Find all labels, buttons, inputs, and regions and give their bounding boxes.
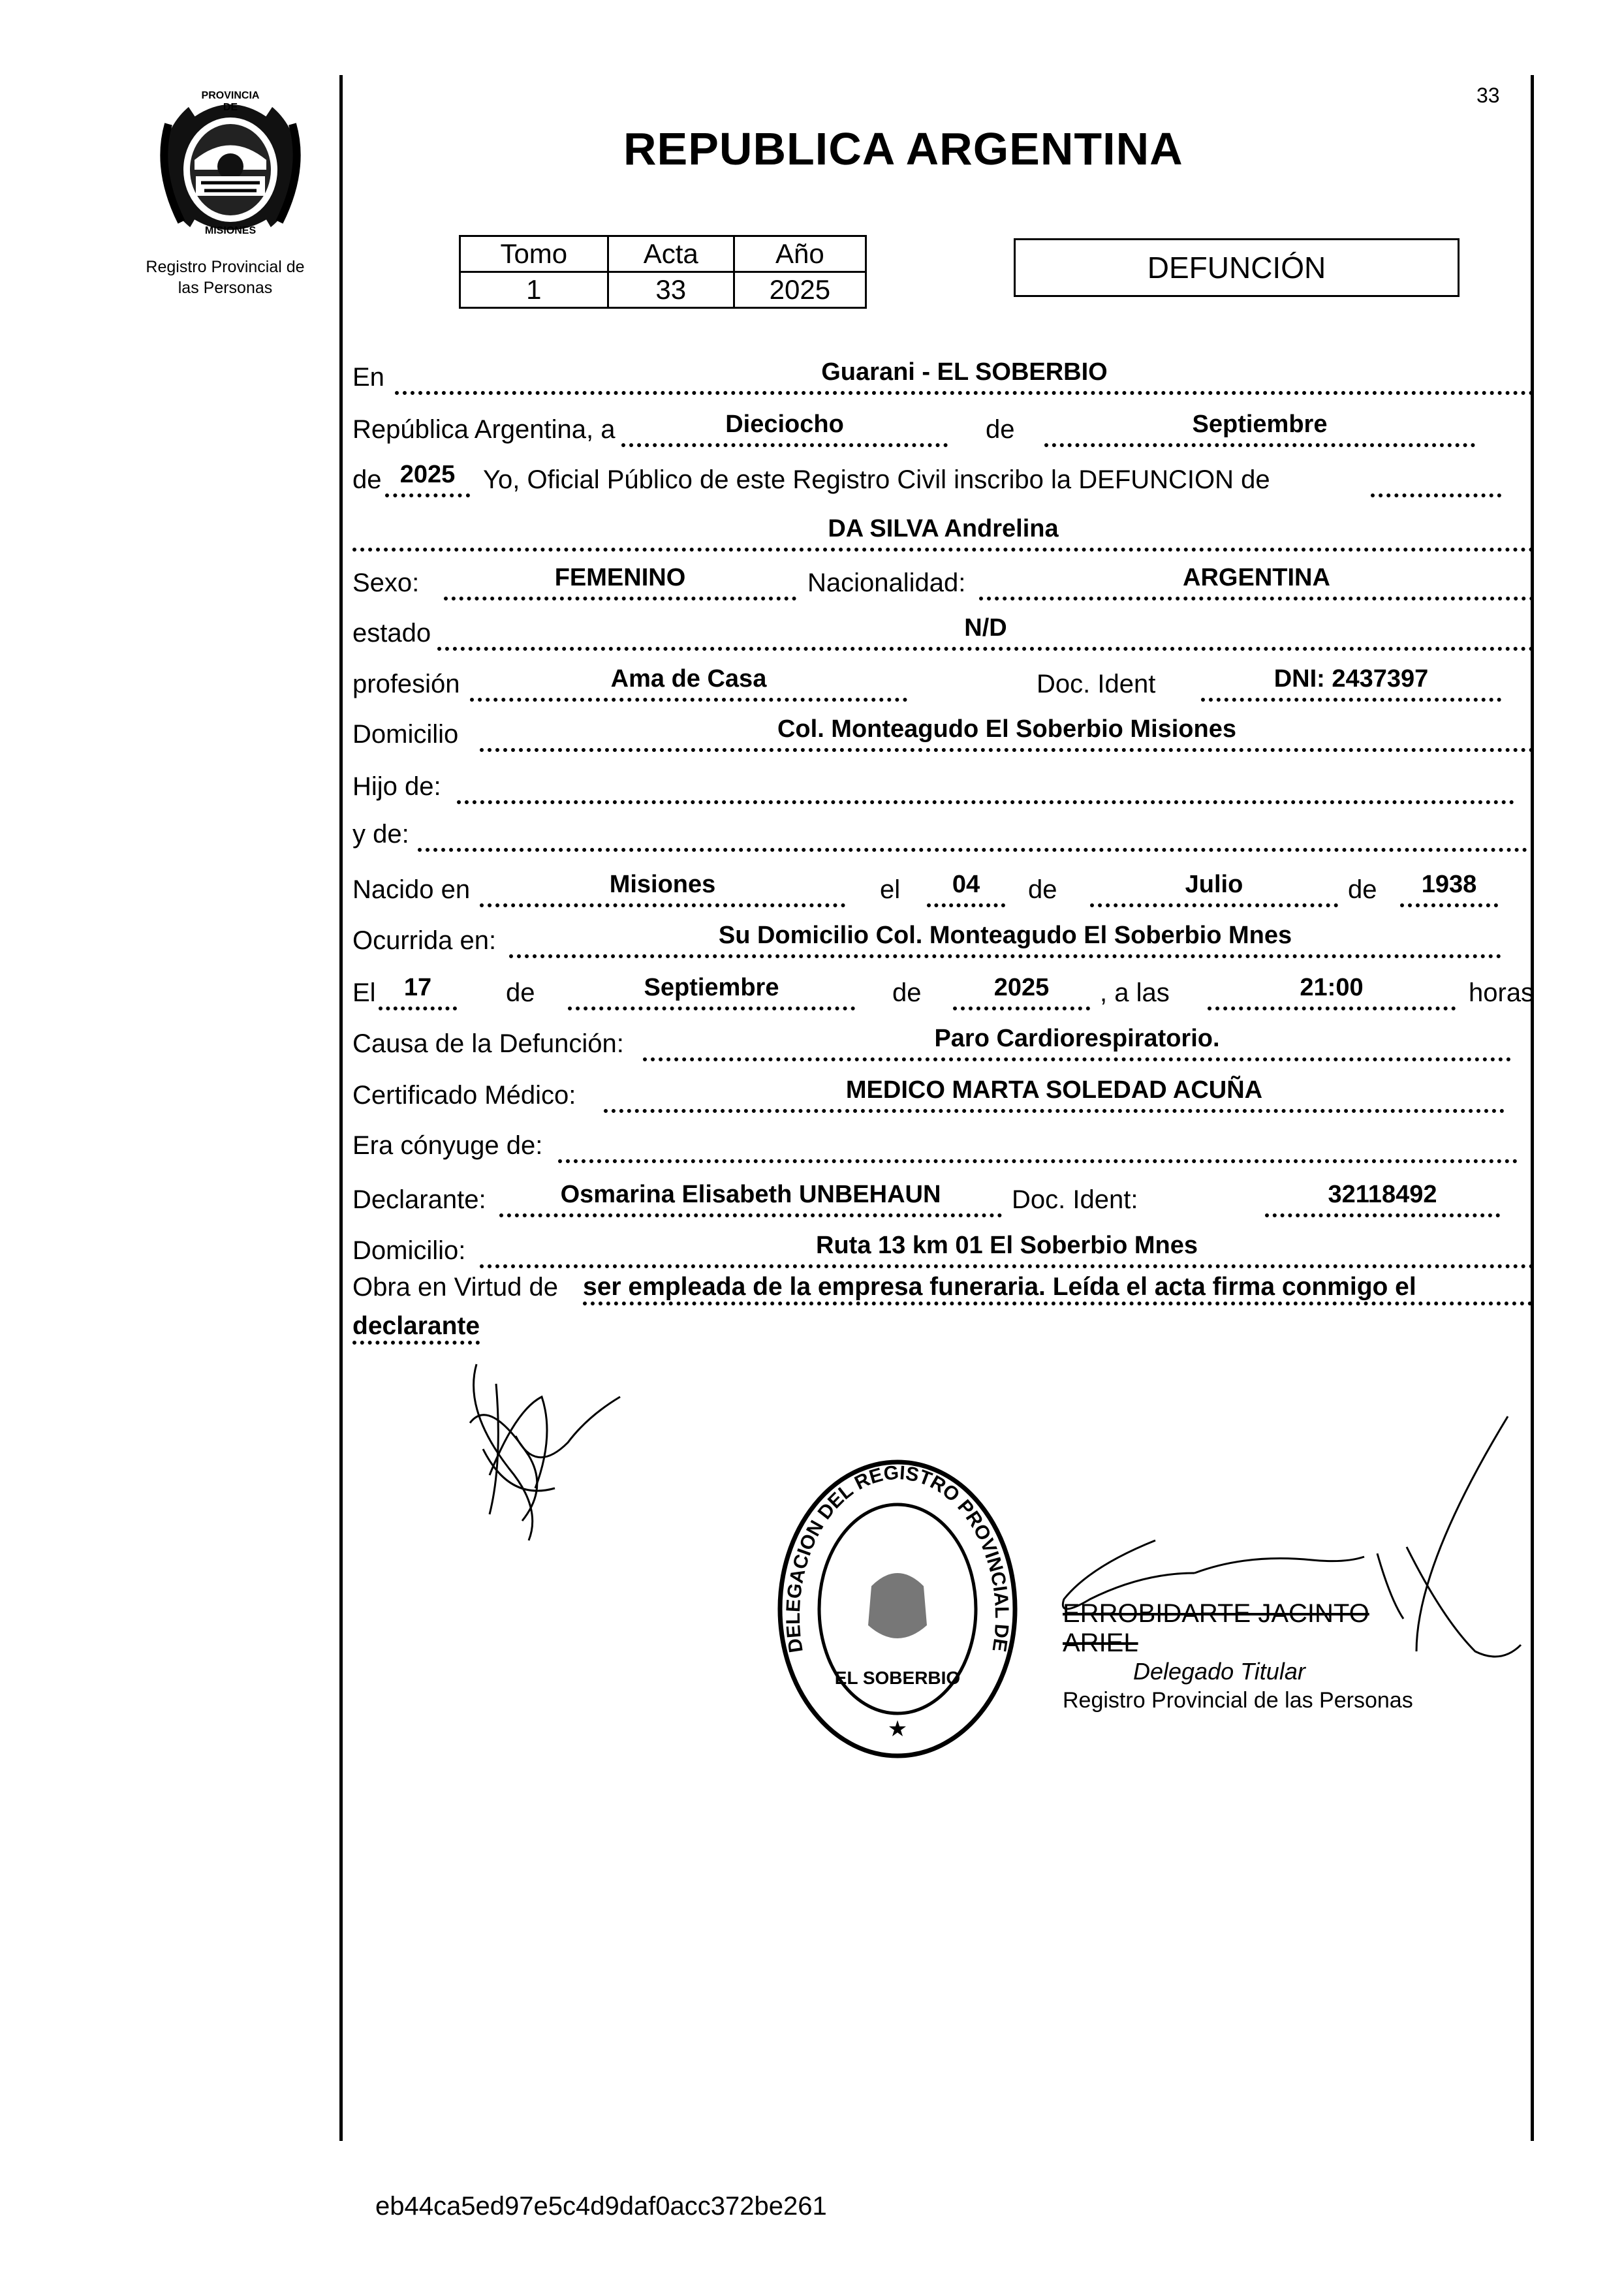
declarant-signature — [450, 1358, 633, 1547]
de-label-4: de — [1348, 875, 1377, 904]
nacido-mes-field: Julio — [1090, 866, 1338, 907]
ocurrida-label: Ocurrida en: — [352, 926, 497, 955]
record-type-box — [1014, 238, 1460, 297]
doc-ident-label: Doc. Ident — [1037, 670, 1156, 698]
stamp-inner-text: EL SOBERBIO — [834, 1668, 961, 1688]
logo-text-bottom: MISIONES — [204, 225, 257, 236]
stamp-outer-text: DELEGACION DEL REGISTRO PROVINCIAL DE — [782, 1461, 1013, 1655]
statement-trailing-field — [1371, 456, 1501, 497]
registry-label-line2: las Personas — [178, 279, 273, 297]
row-declarante — [352, 1178, 1534, 1224]
row-fecha-defuncion — [352, 971, 1534, 1017]
signature-block — [1063, 1599, 1428, 1713]
day-field: Dieciocho — [621, 405, 948, 447]
row-estado — [352, 612, 1534, 657]
profesion-field: Ama de Casa — [470, 660, 907, 702]
record-table-value-tomo: 1 — [460, 272, 608, 308]
y-de-label: y de: — [352, 820, 409, 849]
officer-name: ERROBIDARTE JACINTO ARIEL — [1063, 1599, 1369, 1657]
a-las-label: , a las — [1100, 978, 1170, 1007]
row-ocurrida — [352, 919, 1534, 965]
deceased-name-field: DA SILVA Andrelina — [352, 510, 1534, 552]
profesion-label: profesión — [352, 670, 460, 698]
declarante-label: Declarante: — [352, 1185, 486, 1214]
de-label-1: de — [986, 415, 1015, 444]
document-hash: eb44ca5ed97e5c4d9daf0acc372be261 — [375, 2192, 827, 2221]
de-label-6: de — [892, 978, 922, 1007]
domicilio-label: Domicilio — [352, 720, 459, 749]
record-table — [459, 235, 867, 309]
obra-value-line1: ser empleada de la empresa funeraria. Leída el acta firma conmigo el — [583, 1273, 1533, 1305]
en-label: En — [352, 363, 384, 392]
official-stamp — [773, 1456, 1022, 1762]
estado-field: N/D — [437, 609, 1534, 651]
muerte-hora-field: 21:00 — [1208, 969, 1456, 1010]
logo-text-top: PROVINCIA DE — [201, 90, 260, 113]
row-hijo-de — [352, 765, 1534, 811]
record-table-value-acta: 33 — [608, 272, 734, 308]
causa-label: Causa de la Defunción: — [352, 1029, 624, 1058]
page-number: 33 — [1476, 84, 1500, 107]
obra-label: Obra en Virtud de — [352, 1273, 559, 1302]
record-table-value-row — [460, 272, 866, 308]
record-table-header-row — [460, 236, 866, 272]
sexo-field: FEMENINO — [444, 559, 796, 601]
svg-text:★: ★ — [887, 1717, 908, 1741]
conyuge-label: Era cónyuge de: — [352, 1131, 543, 1160]
nacido-anio-field: 1938 — [1400, 866, 1498, 907]
estado-label: estado — [352, 619, 431, 648]
officer-office: Registro Provincial de las Personas — [1063, 1688, 1413, 1713]
row-certificado — [352, 1074, 1534, 1119]
record-table-header-acta: Acta — [608, 236, 734, 272]
de-label-3: de — [1028, 875, 1057, 904]
doc-ident2-label: Doc. Ident: — [1012, 1185, 1138, 1214]
row-deceased-name — [352, 512, 1534, 558]
registry-label-line1: Registro Provincial de — [146, 258, 305, 276]
sexo-label: Sexo: — [352, 569, 420, 597]
obra-value-line2: declarante — [352, 1312, 480, 1345]
row-conyuge — [352, 1124, 1534, 1170]
officer-role: Delegado Titular — [1133, 1658, 1305, 1685]
misiones-coat-of-arms-logo — [155, 85, 305, 248]
page-title: REPUBLICA ARGENTINA — [623, 123, 1183, 174]
year-field: 2025 — [385, 456, 470, 497]
record-table-value-anio: 2025 — [734, 272, 866, 308]
domicilio2-field: Ruta 13 km 01 El Soberbio Mnes — [480, 1226, 1534, 1268]
statement-text: Yo, Oficial Público de este Registro Civil inscribo la DEFUNCION de — [483, 465, 1270, 494]
row-fecha-inscripcion — [352, 408, 1534, 454]
domicilio-field: Col. Monteagudo El Soberbio Misiones — [480, 710, 1534, 752]
hijo-de-label: Hijo de: — [352, 772, 441, 801]
hijo-de-field — [457, 762, 1514, 804]
month-field: Septiembre — [1044, 405, 1475, 447]
y-de-field — [418, 810, 1527, 852]
republica-label: República Argentina, a — [352, 415, 616, 444]
certificado-field: MEDICO MARTA SOLEDAD ACUÑA — [604, 1071, 1505, 1113]
certificado-label: Certificado Médico: — [352, 1081, 576, 1110]
row-nacido — [352, 868, 1534, 914]
conyuge-field — [558, 1121, 1518, 1163]
nacionalidad-label: Nacionalidad: — [807, 569, 966, 597]
row-sexo-nacionalidad — [352, 561, 1534, 607]
row-en — [352, 356, 1534, 401]
doc-ident2-field: 32118492 — [1265, 1176, 1500, 1217]
left-margin-line — [339, 75, 343, 2141]
row-domicilio-declarante — [352, 1229, 1534, 1275]
row-domicilio — [352, 713, 1534, 758]
nacido-lugar-field: Misiones — [480, 866, 845, 907]
muerte-mes-field: Septiembre — [568, 969, 855, 1010]
muerte-anio-field: 2025 — [953, 969, 1090, 1010]
el2-label: El — [352, 978, 376, 1007]
record-table-header-tomo: Tomo — [460, 236, 608, 272]
nacido-label: Nacido en — [352, 875, 471, 904]
doc-ident-field: DNI: 2437397 — [1201, 660, 1501, 702]
row-y-de — [352, 813, 1534, 858]
domicilio2-label: Domicilio: — [352, 1236, 466, 1265]
row-causa — [352, 1022, 1534, 1068]
horas-label: horas — [1469, 978, 1535, 1007]
row-statement — [352, 458, 1534, 504]
el-label: el — [880, 875, 901, 904]
declarante-field: Osmarina Elisabeth UNBEHAUN — [499, 1176, 1002, 1217]
ocurrida-field: Su Domicilio Col. Monteagudo El Soberbio Mnes — [509, 916, 1501, 958]
registry-label — [127, 257, 323, 298]
record-table-header-anio: Año — [734, 236, 866, 272]
nacido-dia-field: 04 — [927, 866, 1005, 907]
muerte-dia-field: 17 — [379, 969, 457, 1010]
nacionalidad-field: ARGENTINA — [979, 559, 1534, 601]
en-field: Guarani - EL SOBERBIO — [395, 353, 1534, 395]
de-label-2: de — [352, 465, 382, 494]
de-label-5: de — [506, 978, 535, 1007]
row-profesion — [352, 663, 1534, 708]
record-type-label: DEFUNCIÓN — [1147, 251, 1326, 285]
causa-field: Paro Cardiorespiratorio. — [643, 1020, 1511, 1061]
